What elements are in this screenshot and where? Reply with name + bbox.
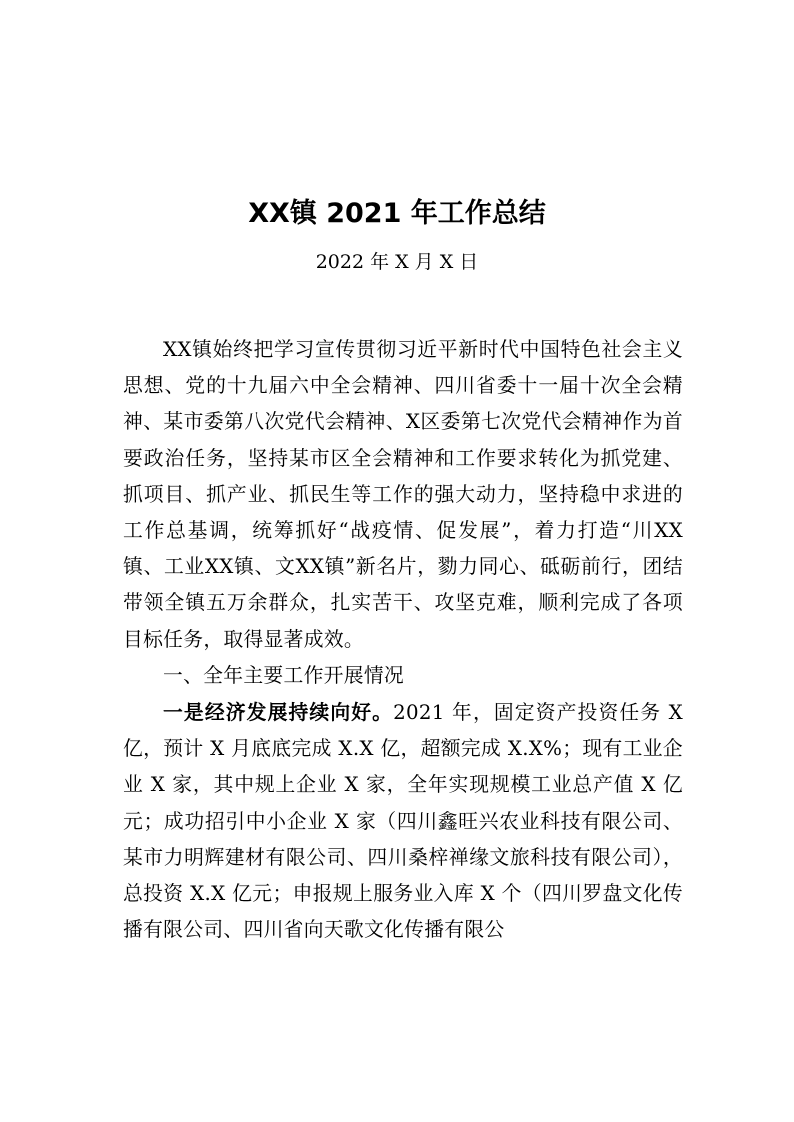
section-1-lead: 一是经济发展持续向好。 <box>163 700 394 725</box>
document-body <box>123 332 683 948</box>
document-title: XX镇 2021 年工作总结 <box>248 198 546 229</box>
section-heading: 一、全年主要工作开展情况 <box>163 663 404 687</box>
document-date: 2022 年 X 月 X 日 <box>315 251 479 273</box>
section-1-paragraph <box>123 694 683 948</box>
section-1-text: 2021 年，固定资产投资任务 X 亿，预计 X 月底底完成 X.X 亿，超额完成 X.X%；现有工业企业 X 家，其中规上企业 X 家，全年实现规模工业总产值 X 亿元；成功招引中小企业 X 家（四川鑫旺兴农业科技有限公司、某市力明辉建材有限公司、四川桑梓禅缘文旅科技有限公司），总投资 X.X 亿元；申报规上服务业入库 X 个（四川罗盘文化传播有限公司、四川省向天歌文化传播有限公 <box>123 701 683 942</box>
intro-paragraph: XX镇始终把学习宣传贯彻习近平新时代中国特色社会主义思想、党的十九届六中全会精神、四川省委十一届十次全会精神、某市委第八次党代会精神、X区委第七次党代会精神作为首要政治任务，坚持某市区全会精神和工作要求转化为抓党建、抓项目、抓产业、抓民生等工作的强大动力，坚持稳中求进的工作总基调，统筹抓好“战疫情、促发展”，着力打造“川XX镇、工业XX镇、文XX镇”新名片，勠力同心、砥砺前行，团结带领全镇五万余群众，扎实苦干、攻坚克难，顺利完成了各项目标任务，取得显著成效。 <box>123 338 683 651</box>
